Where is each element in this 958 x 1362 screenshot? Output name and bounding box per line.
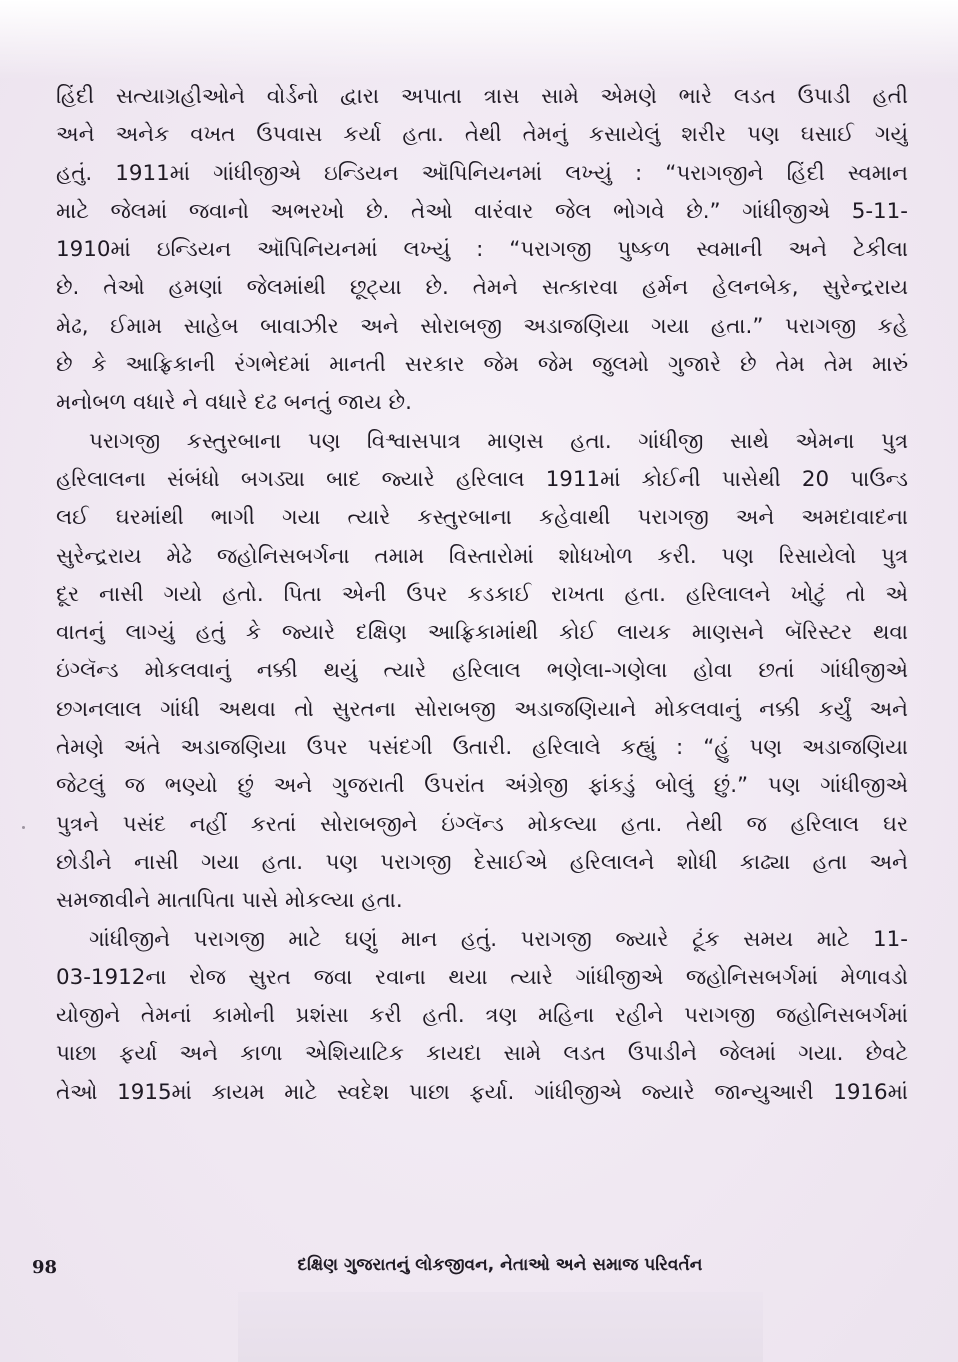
text-line: યોજીને તેમનાં કામોની પ્રશંસા કરી હતી. ત્રણ મહિના રહીને પરાગજી જહોનિસબર્ગમાં: [56, 1003, 908, 1029]
page-top-edge: [0, 0, 958, 80]
text-line: મેઢ, ઈમામ સાહેબ બાવાઝીર અને સોરાબજી અડાજણિયા ગયા હતા.” પરાગજી કહે: [56, 313, 908, 339]
text-line: પાછા ફર્યા અને કાળા એશિયાટિક કાયદા સામે લડત ઉપાડીને જેલમાં ગયા. છેવટે: [56, 1041, 908, 1067]
footer-band: [238, 1292, 763, 1362]
text-line: હતું. 1911માં ગાંધીજીએ ઇન્ડિયન ઑપિનિયનમાં લખ્યું : “પરાગજીને હિંદી સ્વમાન: [56, 160, 908, 186]
text-line: લઈ ઘરમાંથી ભાગી ગયા ત્યારે કસ્તુરબાના કહેવાથી પરાગજી અને અમદાવાદના: [56, 505, 908, 531]
page-body: [56, 78, 908, 1112]
paragraph-2: [56, 423, 908, 921]
text-line: 03-1912ના રોજ સુરત જવા રવાના થયા ત્યારે ગાંધીજીએ જહોનિસબર્ગમાં મેળાવડો: [56, 964, 908, 990]
text-line: સમજાવીને માતાપિતા પાસે મોકલ્યા હતા.: [56, 888, 403, 914]
text-line: ગાંધીજીને પરાગજી માટે ઘણું માન હતું. પરાગજી જ્યારે ટૂંક સમય માટે 11-: [89, 926, 908, 952]
text-line: અને અનેક વખત ઉપવાસ કર્યા હતા. તેથી તેમનું કસાયેલું શરીર પણ ઘસાઈ ગયું: [56, 122, 908, 148]
text-line: મનોબળ વધારે ને વધારે દઢ બનતું જાય છે.: [56, 390, 412, 416]
paragraph-1: [56, 78, 908, 423]
text-line: હરિલાલના સંબંધો બગડ્યા બાદ જ્યારે હરિલાલ 1911માં કોઈની પાસેથી 20 પાઉન્ડ: [56, 466, 908, 492]
scan-speck: [22, 826, 25, 829]
text-line: પરાગજી કસ્તુરબાના પણ વિશ્વાસપાત્ર માણસ હતા. ગાંધીજી સાથે એમના પુત્ર: [89, 428, 908, 454]
paragraph-3: [56, 921, 908, 1112]
text-line: ઇંગ્લૅન્ડ મોકલવાનું નક્કી થયું ત્યારે હરિલાલ ભણેલા-ગણેલા હોવા છતાં ગાંધીજીએ: [56, 658, 908, 684]
text-line: 1910માં ઇન્ડિયન ઑપિનિયનમાં લખ્યું : “પરાગજી પુષ્કળ સ્વમાની અને ટેકીલા: [56, 237, 908, 263]
text-line: છોડીને નાસી ગયા હતા. પણ પરાગજી દેસાઈએ હરિલાલને શોધી કાઢ્યા હતા અને: [56, 849, 908, 875]
text-line: વાતનું લાગ્યું હતું કે જ્યારે દક્ષિણ આફ્રિકામાંથી કોઈ લાયક માણસને બૅરિસ્ટર થવા: [56, 620, 908, 646]
text-line: સુરેન્દ્રરાય મેઢે જહોનિસબર્ગના તમામ વિસ્તારોમાં શોધખોળ કરી. પણ રિસાયેલો પુત્ર: [56, 543, 908, 569]
text-line: દૂર નાસી ગયો હતો. પિતા એની ઉપર કડકાઈ રાખતા હતા. હરિલાલને ખોટું તો એ: [56, 581, 908, 607]
page-number: 98: [32, 1257, 58, 1278]
text-line: છે કે આફ્રિકાની રંગભેદમાં માનતી સરકાર જેમ જેમ જુલમો ગુજારે છે તેમ તેમ મારું: [56, 352, 908, 378]
text-line: તેમણે અંતે અડાજણિયા ઉપર પસંદગી ઉતારી. હરિલાલે કહ્યું : “હું પણ અડાજણિયા: [56, 735, 908, 761]
text-line: છે. તેઓ હમણાં જેલમાંથી છૂટ્યા છે. તેમને સત્કારવા હર્મન હેલનબેક, સુરેન્દ્રરાય: [56, 275, 908, 301]
text-line: જેટલું જ ભણ્યો છું અને ગુજરાતી ઉપરાંત અંગ્રેજી ફાંકડું બોલું છું.” પણ ગાંધીજીએ: [56, 773, 908, 799]
text-line: છગનલાલ ગાંધી અથવા તો સુરતના સોરાબજી અડાજણિયાને મોકલવાનું નક્કી કર્યું અને: [56, 696, 908, 722]
text-line: પુત્રને પસંદ નહીં કરતાં સોરાબજીને ઇંગ્લૅન્ડ મોકલ્યા હતા. તેથી જ હરિલાલ ઘર: [56, 811, 908, 837]
running-footer-title: દક્ષિણ ગુજરાતનું લોકજીવન, નેતાઓ અને સમાજ પરિવર્તન: [297, 1255, 703, 1275]
text-line: હિંદી સત્યાગ્રહીઓને વોર્ડનો દ્વારા અપાતા ત્રાસ સામે એમણે ભારે લડત ઉપાડી હતી: [56, 84, 908, 109]
text-line: તેઓ 1915માં કાયમ માટે સ્વદેશ પાછા ફર્યા. ગાંધીજીએ જ્યારે જાન્યુઆરી 1916માં: [56, 1079, 908, 1105]
text-line: માટે જેલમાં જવાનો અભરખો છે. તેઓ વારંવાર જેલ ભોગવે છે.” ગાંધીજીએ 5-11-: [56, 198, 908, 224]
